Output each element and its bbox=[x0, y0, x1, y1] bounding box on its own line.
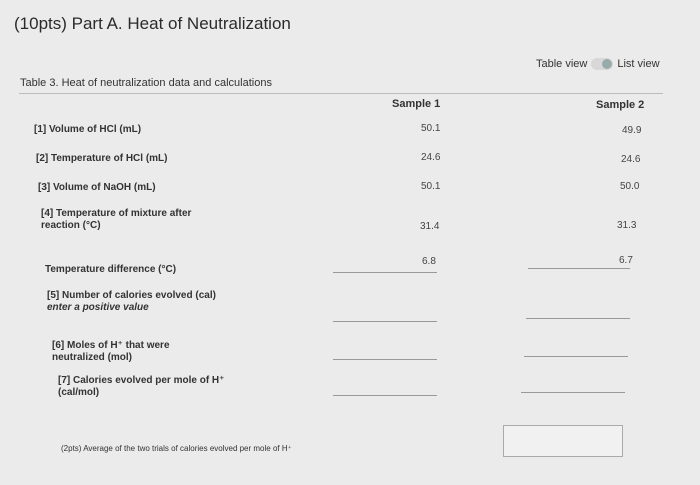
toggle-switch-icon[interactable] bbox=[591, 58, 613, 70]
value-sample1-volume-naoh: 50.1 bbox=[421, 181, 441, 192]
value-sample2-temperature-difference[interactable]: 6.7 bbox=[619, 255, 633, 266]
value-sample1-temperature-hcl: 24.6 bbox=[421, 152, 441, 163]
row-label-volume-naoh: [3] Volume of NaOH (mL) bbox=[38, 182, 156, 193]
row-label-calories-per-mole: [7] Calories evolved per mole of H⁺ (cal/mol) bbox=[58, 375, 225, 398]
table-divider bbox=[19, 93, 663, 94]
value-sample1-volume-hcl: 50.1 bbox=[421, 123, 441, 134]
row-label-moles-neutralized: [6] Moles of H⁺ that were neutralized (mol) bbox=[52, 340, 170, 363]
row-label-calories-evolved-hint: enter a positive value bbox=[47, 302, 149, 313]
row-label-temperature-hcl: [2] Temperature of HCl (mL) bbox=[36, 153, 168, 164]
row-label-temperature-mixture: [4] Temperature of mixture after reaction (°C) bbox=[41, 208, 192, 231]
average-calories-label: (2pts) Average of the two trials of calories evolved per mole of H⁺ bbox=[61, 444, 292, 453]
page-title: (10pts) Part A. Heat of Neutralization bbox=[14, 14, 291, 33]
input-line-sample2-temperature-difference[interactable] bbox=[528, 268, 630, 269]
value-sample1-temperature-difference[interactable]: 6.8 bbox=[422, 256, 436, 267]
view-toggle[interactable] bbox=[536, 58, 660, 70]
row-label-calories-evolved bbox=[47, 290, 227, 314]
row-label-volume-hcl: [1] Volume of HCl (mL) bbox=[34, 124, 142, 135]
average-calories-input[interactable] bbox=[503, 425, 623, 457]
input-line-sample1-moles-neutralized[interactable] bbox=[333, 359, 437, 360]
input-line-sample1-temperature-difference[interactable] bbox=[333, 272, 437, 273]
row-label-calories-evolved-main: [5] Number of calories evolved (cal) bbox=[47, 290, 216, 301]
value-sample2-temperature-hcl: 24.6 bbox=[621, 154, 641, 165]
input-line-sample2-calories-per-mole[interactable] bbox=[521, 392, 625, 393]
column-header-sample1: Sample 1 bbox=[392, 98, 441, 110]
column-header-sample2: Sample 2 bbox=[596, 99, 645, 111]
input-line-sample1-calories-evolved[interactable] bbox=[333, 321, 437, 322]
input-line-sample2-calories-evolved[interactable] bbox=[526, 318, 630, 319]
table-caption: Table 3. Heat of neutralization data and calculations bbox=[20, 77, 272, 89]
value-sample2-volume-naoh: 50.0 bbox=[620, 181, 640, 192]
value-sample2-temperature-mixture: 31.3 bbox=[617, 220, 637, 231]
row-label-temperature-difference: Temperature difference (°C) bbox=[45, 264, 177, 275]
input-line-sample1-calories-per-mole[interactable] bbox=[333, 395, 437, 396]
input-line-sample2-moles-neutralized[interactable] bbox=[524, 356, 628, 357]
list-view-label[interactable]: List view bbox=[617, 58, 660, 70]
value-sample1-temperature-mixture: 31.4 bbox=[420, 221, 440, 232]
table-view-label[interactable]: Table view bbox=[536, 58, 588, 70]
value-sample2-volume-hcl: 49.9 bbox=[622, 125, 642, 136]
